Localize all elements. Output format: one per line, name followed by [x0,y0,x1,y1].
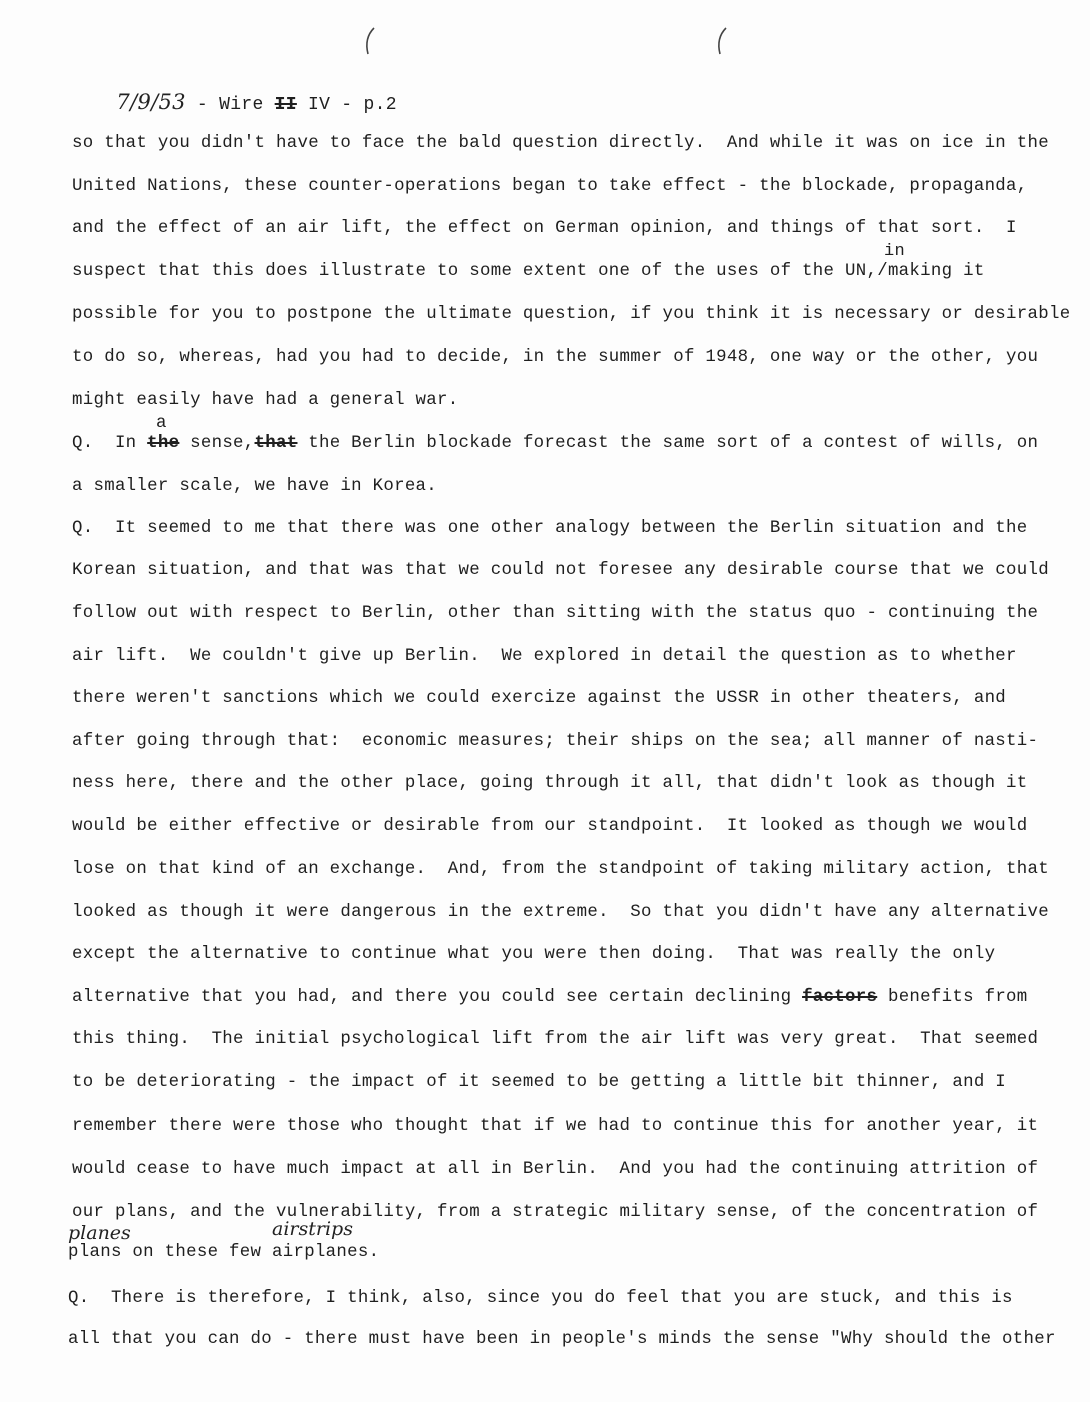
body-line: all that you can do - there must have been in people's minds the sense "Why should the other [68,1330,1056,1349]
body-line: United Nations, these counter-operations began to take effect - the blockade, propaganda, [72,177,1028,196]
body-line: this thing. The initial psychological lift from the air lift was very great. That seemed [72,1030,1039,1049]
struck-word: the [147,434,180,453]
body-line: to do so, whereas, had you had to decide, in the summer of 1948, one way or the other, you [72,348,1039,367]
body-line: ness here, there and the other place, going through it all, that didn't look as though it [72,774,1028,793]
body-line: suspect that this does illustrate to some extent one of the uses of the UN,/making it [72,262,985,281]
body-line: remember there were those who thought that if we had to continue this for another year, it [72,1117,1039,1136]
body-line: lose on that kind of an exchange. And, from the standpoint of taking military action, that [72,860,1049,879]
binder-mark-left [360,26,380,58]
question-line [72,433,1038,455]
body-line: plans on these few airplanes. [68,1243,380,1262]
body-line: Q. There is therefore, I think, also, since you do feel that you are stuck, and this is [68,1289,1013,1308]
body-line: to be deteriorating - the impact of it seemed to be getting a little bit thinner, and I [72,1073,1007,1092]
struck-word: factors [802,988,878,1007]
body-line: so that you didn't have to face the bald question directly. And while it was on ice in the [72,134,1049,153]
body-line: might easily have had a general war. [72,391,459,410]
header-date: 7/9/53 [116,90,186,114]
line-part: alternative that you had, and there you could see certain declining [72,988,803,1007]
line-part: benefits from [877,988,1028,1007]
body-line: Q. It seemed to me that there was one other analogy between the Berlin situation and the [72,519,1028,538]
body-line: there weren't sanctions which we could exercize against the USSR in other theaters, and [72,689,1007,708]
body-line: after going through that: economic measures; their ships on the sea; all manner of nasti- [72,732,1039,751]
body-line: possible for you to postpone the ultimate question, if you think it is necessary or desirable [72,305,1071,324]
q1-part: the Berlin blockade forecast the same sort of a contest of wills, on [297,434,1039,453]
q1-part: sense, [179,434,255,453]
page-header [72,70,397,135]
q1-part: Q. In [72,434,148,453]
body-line: a smaller scale, we have in Korea. [72,477,438,496]
binder-mark-right [712,26,732,58]
body-line: our plans, and the vulnerability, from a strategic military sense, of the concentration of [72,1203,1039,1222]
header-wire: - Wire [185,95,275,115]
body-line: looked as though it were dangerous in the extreme. So that you didn't have any alternative [72,903,1049,922]
body-line [72,987,1028,1009]
handwritten-planes: planes [68,1222,131,1244]
body-line: except the alternative to continue what you were then doing. That was really the only [72,945,996,964]
struck-word: that [254,434,298,453]
body-line: follow out with respect to Berlin, other than sitting with the status quo - continuing the [72,604,1039,623]
body-line: Korean situation, and that was that we could not foresee any desirable course that we could [72,561,1049,580]
body-line: would cease to have much impact at all in Berlin. And you had the continuing attrition of [72,1160,1039,1179]
body-line: air lift. We couldn't give up Berlin. We explored in detail the question as to whether [72,647,1017,666]
body-line: would be either effective or desirable from our standpoint. It looked as though we would [72,817,1028,836]
handwritten-airstrips: airstrips [272,1218,353,1240]
body-line: and the effect of an air lift, the effect on German opinion, and things of that sort. I [72,219,1017,238]
insert-in: in [884,242,906,261]
header-page: IV - p.2 [296,95,397,115]
header-struck: II [274,95,297,115]
insert-a: a [156,414,167,433]
